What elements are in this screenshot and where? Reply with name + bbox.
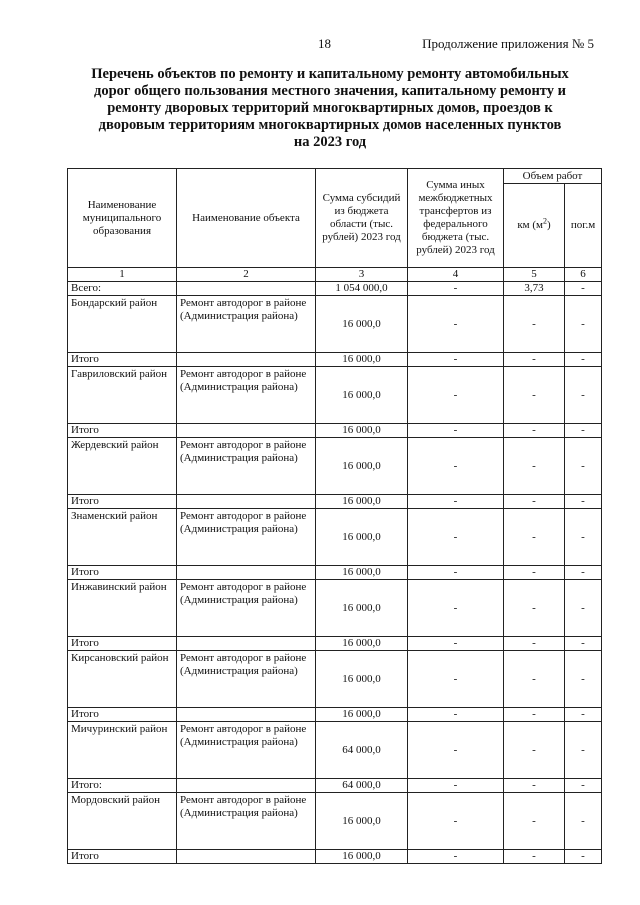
table-row — [68, 651, 602, 708]
subtotal-object — [177, 495, 316, 509]
object-cell: Ремонт автодорог в районе (Администрация района) — [177, 438, 316, 495]
subtotal-subsidy: 16 000,0 — [316, 850, 408, 864]
municipality-cell: Мордовский район — [68, 793, 177, 850]
km-cell: - — [504, 367, 565, 424]
subtotal-transfers: - — [408, 850, 504, 864]
grand-total-row — [68, 282, 602, 296]
subtotal-label: Итого — [68, 637, 177, 651]
subtotal-transfers: - — [408, 779, 504, 793]
grand-total-pog: - — [565, 282, 602, 296]
subtotal-km: - — [504, 353, 565, 367]
subtotal-subsidy: 16 000,0 — [316, 708, 408, 722]
column-number: 3 — [316, 268, 408, 282]
subtotal-pog: - — [565, 353, 602, 367]
subtotal-label: Итого — [68, 353, 177, 367]
municipality-cell: Знаменский район — [68, 509, 177, 566]
object-cell: Ремонт автодорог в районе (Администрация района) — [177, 651, 316, 708]
header-volume: Объем работ — [504, 169, 602, 184]
subtotal-km: - — [504, 566, 565, 580]
km-cell: - — [504, 651, 565, 708]
object-cell: Ремонт автодорог в районе (Администрация района) — [177, 296, 316, 353]
subtotal-label: Итого — [68, 850, 177, 864]
subsidy-cell: 16 000,0 — [316, 651, 408, 708]
transfers-cell: - — [408, 296, 504, 353]
title-line: дорог общего пользования местного значения, капитальному ремонту и — [94, 83, 566, 99]
subsidy-cell: 16 000,0 — [316, 438, 408, 495]
appendix-note: Продолжение приложения № 5 — [422, 36, 594, 51]
column-number-row — [68, 268, 602, 282]
subtotal-object — [177, 850, 316, 864]
municipality-cell: Кирсановский район — [68, 651, 177, 708]
subsidy-cell: 16 000,0 — [316, 793, 408, 850]
subtotal-km: - — [504, 708, 565, 722]
subtotal-subsidy: 16 000,0 — [316, 353, 408, 367]
pog-cell: - — [565, 509, 602, 566]
subsidy-cell: 16 000,0 — [316, 296, 408, 353]
pog-cell: - — [565, 367, 602, 424]
pog-cell: - — [565, 438, 602, 495]
subtotal-object — [177, 353, 316, 367]
municipality-cell: Гавриловский район — [68, 367, 177, 424]
subtotal-km: - — [504, 637, 565, 651]
column-number: 4 — [408, 268, 504, 282]
subtotal-km: - — [504, 495, 565, 509]
pog-cell: - — [565, 651, 602, 708]
subtotal-subsidy: 64 000,0 — [316, 779, 408, 793]
grand-total-transfers: - — [408, 282, 504, 296]
subtotal-row — [68, 708, 602, 722]
subtotal-pog: - — [565, 424, 602, 438]
transfers-cell: - — [408, 438, 504, 495]
subtotal-pog: - — [565, 779, 602, 793]
subtotal-transfers: - — [408, 566, 504, 580]
pog-cell: - — [565, 793, 602, 850]
subtotal-row — [68, 424, 602, 438]
subtotal-transfers: - — [408, 495, 504, 509]
subtotal-row — [68, 495, 602, 509]
subtotal-pog: - — [565, 637, 602, 651]
subtotal-km: - — [504, 424, 565, 438]
grand-total-km: 3,73 — [504, 282, 565, 296]
subtotal-transfers: - — [408, 637, 504, 651]
subsidy-cell: 16 000,0 — [316, 367, 408, 424]
transfers-cell: - — [408, 580, 504, 637]
transfers-cell: - — [408, 509, 504, 566]
header-transfers: Сумма иных межбюджетных трансфертов из федерального бюджета (тыс. рублей) 2023 год — [408, 169, 504, 268]
column-number: 6 — [565, 268, 602, 282]
subtotal-subsidy: 16 000,0 — [316, 495, 408, 509]
header-municipality: Наименование муниципального образования — [68, 169, 177, 268]
km-cell: - — [504, 722, 565, 779]
subtotal-label: Итого — [68, 495, 177, 509]
subtotal-object — [177, 637, 316, 651]
municipality-cell: Жердевский район — [68, 438, 177, 495]
subtotal-pog: - — [565, 850, 602, 864]
subtotal-row — [68, 637, 602, 651]
table-row — [68, 296, 602, 353]
subtotal-object — [177, 708, 316, 722]
subsidy-cell: 64 000,0 — [316, 722, 408, 779]
transfers-cell: - — [408, 651, 504, 708]
title-line: Перечень объектов по ремонту и капитальному ремонту автомобильных — [91, 66, 569, 82]
km-cell: - — [504, 509, 565, 566]
pog-cell: - — [565, 722, 602, 779]
subtotal-pog: - — [565, 566, 602, 580]
column-number: 2 — [177, 268, 316, 282]
transfers-cell: - — [408, 367, 504, 424]
subtotal-object — [177, 566, 316, 580]
municipality-cell: Бондарский район — [68, 296, 177, 353]
subtotal-row — [68, 566, 602, 580]
subtotal-label: Итого — [68, 424, 177, 438]
table-row — [68, 438, 602, 495]
table-row — [68, 722, 602, 779]
page-number: 18 — [318, 36, 331, 51]
subtotal-pog: - — [565, 495, 602, 509]
object-cell: Ремонт автодорог в районе (Администрация района) — [177, 509, 316, 566]
column-number: 5 — [504, 268, 565, 282]
transfers-cell: - — [408, 722, 504, 779]
pog-cell: - — [565, 580, 602, 637]
title-line: ремонту дворовых территорий многоквартирных домов, проездов к — [107, 100, 553, 116]
subtotal-pog: - — [565, 708, 602, 722]
title-line: дворовым территориям многоквартирных домов населенных пунктов — [98, 117, 562, 133]
subtotal-label: Итого: — [68, 779, 177, 793]
object-cell: Ремонт автодорог в районе (Администрация района) — [177, 722, 316, 779]
header-object: Наименование объекта — [177, 169, 316, 268]
header-subsidy: Сумма субсидий из бюджета области (тыс. рублей) 2023 год — [316, 169, 408, 268]
km-cell: - — [504, 580, 565, 637]
header-row — [68, 169, 602, 184]
table-row — [68, 580, 602, 637]
subtotal-transfers: - — [408, 353, 504, 367]
transfers-cell: - — [408, 793, 504, 850]
subtotal-label: Итого — [68, 708, 177, 722]
subtotal-row — [68, 850, 602, 864]
subtotal-subsidy: 16 000,0 — [316, 637, 408, 651]
subtotal-row — [68, 353, 602, 367]
subtotal-object — [177, 779, 316, 793]
subtotal-subsidy: 16 000,0 — [316, 566, 408, 580]
column-number: 1 — [68, 268, 177, 282]
table-row — [68, 793, 602, 850]
km-cell: - — [504, 296, 565, 353]
objects-table — [67, 168, 602, 864]
object-cell: Ремонт автодорог в районе (Администрация района) — [177, 580, 316, 637]
object-cell: Ремонт автодорог в районе (Администрация района) — [177, 367, 316, 424]
subtotal-transfers: - — [408, 708, 504, 722]
subtotal-km: - — [504, 779, 565, 793]
subtotal-transfers: - — [408, 424, 504, 438]
title-line: на 2023 год — [293, 134, 367, 150]
subtotal-km: - — [504, 850, 565, 864]
grand-total-label: Всего: — [68, 282, 177, 296]
header-km: км $(м^2)$ — [504, 184, 565, 268]
subtotal-label: Итого — [68, 566, 177, 580]
document-title — [80, 66, 580, 151]
grand-total-object — [177, 282, 316, 296]
municipality-cell: Мичуринский район — [68, 722, 177, 779]
km-cell: - — [504, 793, 565, 850]
subsidy-cell: 16 000,0 — [316, 509, 408, 566]
subtotal-subsidy: 16 000,0 — [316, 424, 408, 438]
table-row — [68, 509, 602, 566]
subtotal-object — [177, 424, 316, 438]
municipality-cell: Инжавинский район — [68, 580, 177, 637]
km-cell: - — [504, 438, 565, 495]
grand-total-subsidy: 1 054 000,0 — [316, 282, 408, 296]
subtotal-row — [68, 779, 602, 793]
table-row — [68, 367, 602, 424]
pog-cell: - — [565, 296, 602, 353]
subsidy-cell: 16 000,0 — [316, 580, 408, 637]
header-pog: пог.м — [565, 184, 602, 268]
object-cell: Ремонт автодорог в районе (Администрация района) — [177, 793, 316, 850]
